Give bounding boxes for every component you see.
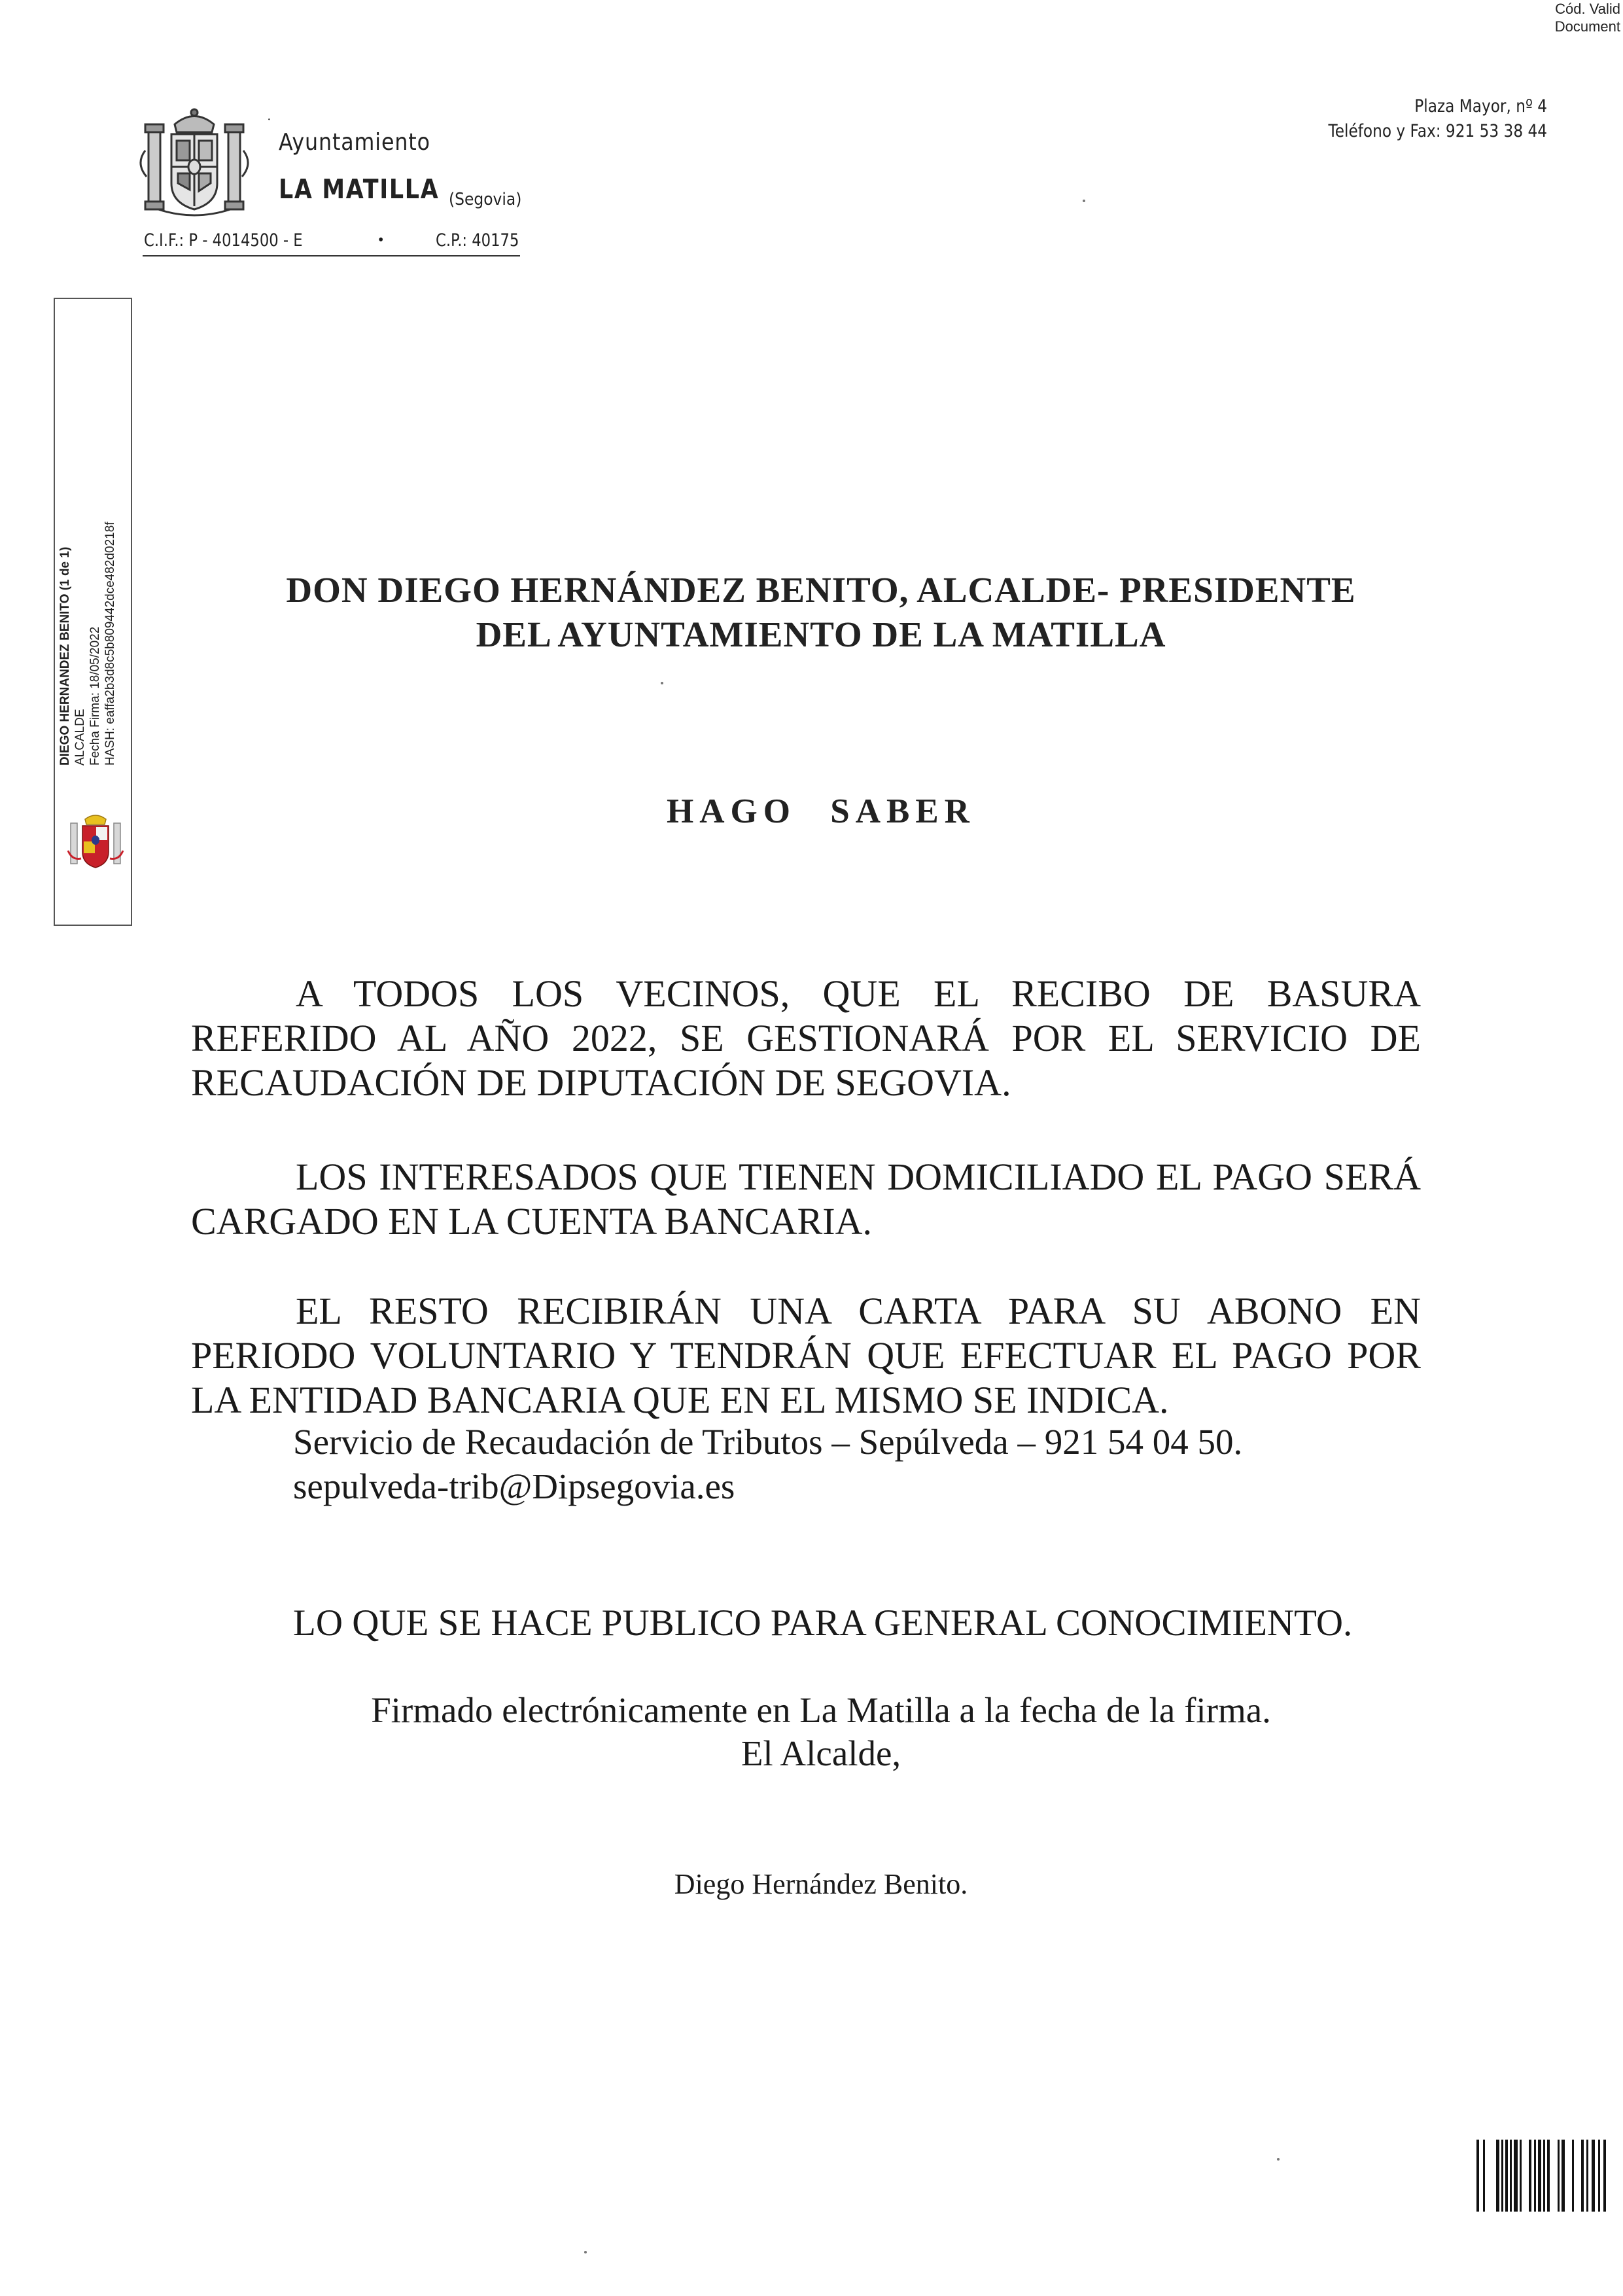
validation-line-1: Cód. Valid <box>1555 1 1620 17</box>
service-email: sepulveda-trib@Dipsegovia.es <box>293 1466 735 1506</box>
letterhead-phone: Teléfono y Fax: 921 53 38 44 <box>1328 121 1547 141</box>
closing-title: El Alcalde, <box>741 1733 901 1773</box>
signature-role: ALCALDE <box>73 709 87 766</box>
letterhead-province: (Segovia) <box>449 190 522 209</box>
letterhead-ayuntamiento: Ayuntamiento <box>279 129 430 156</box>
signer-name: Diego Hernández Benito. <box>674 1868 968 1900</box>
signature-signer: DIEGO HERNANDEZ BENITO (1 de 1) <box>58 546 72 766</box>
signature-hash: HASH: eaffa2b3d8c5b809442dce482d0218f <box>103 521 117 766</box>
letterhead-bullet: • <box>378 232 384 249</box>
service-contact-line: Servicio de Recaudación de Tributos – Sepúlveda – 921 54 04 50. <box>293 1422 1243 1462</box>
letterhead-rule <box>143 255 520 256</box>
paragraph-2 <box>191 1155 1421 1244</box>
barcode <box>1476 2140 1607 2212</box>
heading-line-1: DON DIEGO HERNÁNDEZ BENITO, ALCALDE- PRESIDENTE <box>286 570 1356 610</box>
coat-of-arms-logo <box>139 105 250 221</box>
letterhead-contact <box>1328 94 1547 144</box>
speck-mark <box>584 2251 587 2253</box>
signature-date: Fecha Firma: 18/05/2022 <box>88 626 102 766</box>
speck-mark <box>661 682 663 684</box>
paragraph-2-text: LOS INTERESADOS QUE TIENEN DOMICILIADO EL PAGO SERÁ CARGADO EN LA CUENTA BANCARIA. <box>191 1156 1421 1243</box>
letterhead-cif: C.I.F.: P - 4014500 - E <box>144 230 303 251</box>
paragraph-3 <box>191 1289 1421 1422</box>
speck-mark <box>1083 200 1085 202</box>
public-notice-line: LO QUE SE HACE PUBLICO PARA GENERAL CONOCIMIENTO. <box>293 1602 1353 1644</box>
validation-line-2: Document <box>1554 18 1620 35</box>
validation-code-label <box>1555 0 1620 35</box>
letterhead-address: Plaza Mayor, nº 4 <box>1414 96 1547 116</box>
heading-line-2: DEL AYUNTAMIENTO DE LA MATILLA <box>476 614 1166 654</box>
speck-mark: · <box>267 113 271 127</box>
speck-mark <box>1277 2158 1280 2161</box>
letterhead-municipality-name: LA MATILLA <box>279 173 440 205</box>
document-heading <box>170 568 1472 657</box>
hago-saber-title: HAGO SABER <box>667 792 975 830</box>
spain-coat-of-arms-icon <box>67 811 124 874</box>
signature-details <box>58 521 118 766</box>
paragraph-1 <box>191 972 1421 1105</box>
signed-electronically-line: Firmado electrónicamente en La Matilla a la fecha de la firma. <box>371 1690 1271 1730</box>
letterhead-postal-code: C.P.: 40175 <box>436 230 519 251</box>
paragraph-3-text: EL RESTO RECIBIRÁN UNA CARTA PARA SU ABONO EN PERIODO VOLUNTARIO Y TENDRÁN QUE EFECTUAR EL PAGO POR LA ENTIDAD BANCARIA QUE EN EL MISMO SE INDICA. <box>191 1290 1421 1421</box>
paragraph-1-text: A TODOS LOS VECINOS, QUE EL RECIBO DE BASURA REFERIDO AL AÑO 2022, SE GESTIONARÁ POR EL SERVICIO DE RECAUDACIÓN DE DIPUTACIÓN DE SEGOVIA. <box>191 972 1421 1104</box>
